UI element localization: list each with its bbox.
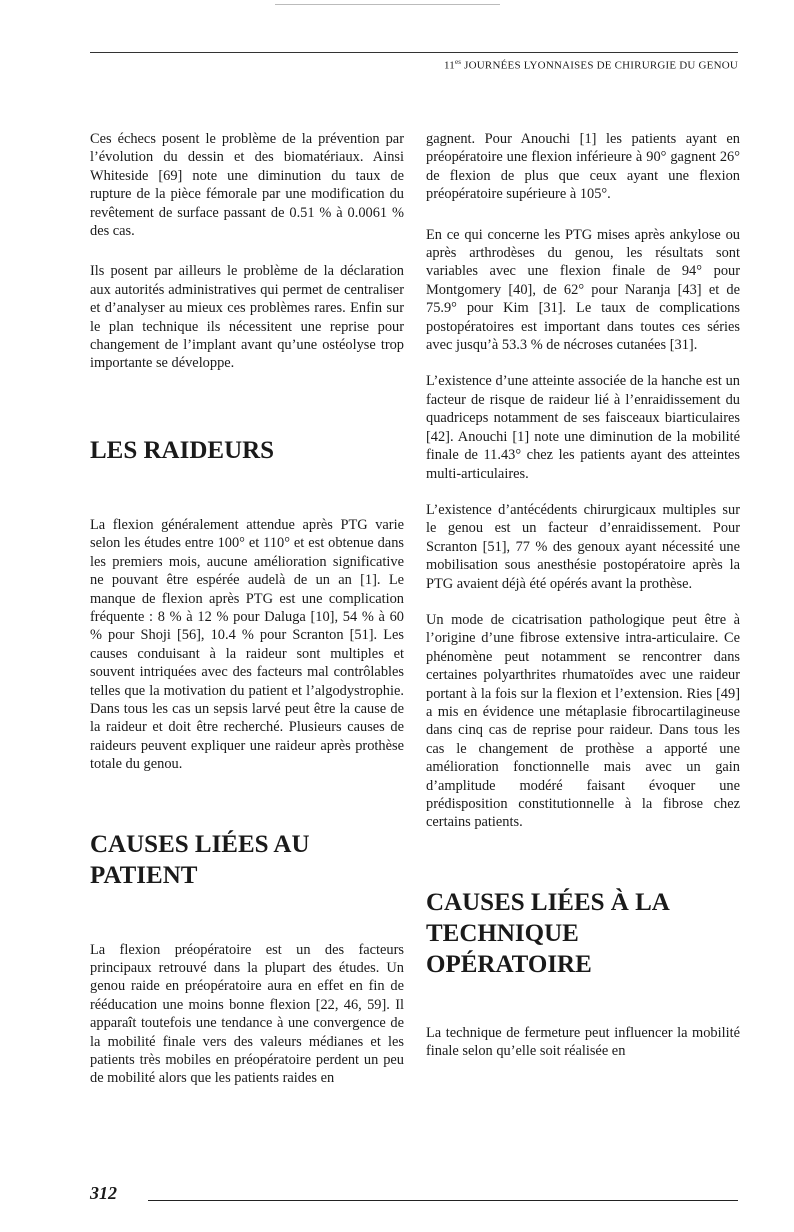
heading-causes-patient-line2: PATIENT	[90, 861, 198, 889]
paragraph-ankylose: En ce qui concerne les PTG mises après ankylose ou après arthrodèses du genou, les résultats sont variables avec une flexion finale de 94° pour Montgomery [40], de 62° pour Naranja [43] et de 75.9° pour Kim [31]. Le taux de complications postopératoires est important dans toutes ces séries avec jusqu’à 53.3 % de nécroses cutanées [31].	[426, 226, 740, 354]
top-decorative-rule	[275, 4, 500, 5]
left-column	[90, 130, 404, 1088]
running-title-number: 11	[443, 59, 455, 72]
paragraph-flexion-attendue: La flexion généralement attendue après PTG varie selon les études entre 100° et 110° et est obtenue dans les premiers mois, aucune amélioration significative ne pouvant être espérée audelà de un an [1]. Le manque de flexion après PTG est une complication fréquente : 8 % à 12 % pour Daluga [10], 54 % à 60 % pour Shoji [56], 10.4 % pour Scranton [51]. Les causes conduisant à la raideur sont multiples et souvent intriquées avec des facteurs mal contrôlables telles que la motivation du patient et l’algodystrophie. Dans tous les cas un sepsis larvé peut être la cause de la raideur et doit être recherché. Plusieurs causes de raideurs peuvent expliquer une raideur après prothèse totale du genou.	[90, 516, 404, 773]
running-header	[90, 52, 738, 72]
paragraph-anouchi: gagnent. Pour Anouchi [1] les patients ayant en préopératoire une flexion inférieure à 90° gagnent 26° de flexion de plus que ceux ayant une flexion préopératoire supérieure à 105°.	[426, 131, 740, 203]
paragraph-antecedents: L’existence d’antécédents chirurgicaux multiples sur le genou est un facteur d’enraidissement. Pour Scranton [51], 77 % des genoux ayant nécessité une mobilisation sous anesthésie postopératoire après la PTG avaient déjà été opérés avant la prothèse.	[426, 501, 740, 592]
paragraph-flexion-preoperatoire: La flexion préopératoire est un des facteurs principaux retrouvé dans la plupart des études. Un genou raide en préopératoire aura en effet en fin de rééducation une moins bonne flexion [22, 46, 59]. Il apparaît toutefois une tendance à une convergence de la mobilité finale vers des valeurs médianes et les patients très mobiles en préopératoire perdent un peu de mobilité alors que les patients raides en	[90, 941, 404, 1087]
paragraph-hanche: L’existence d’une atteinte associée de la hanche est un facteur de risque de raideur lié à l’enraidissement du quadriceps notamment de ses faisceaux biarticulaires [42]. Anouchi [1] note une diminution de la mobilité finale de 11.43° chez les patients ayant des atteintes multi-articulaires.	[426, 373, 740, 482]
footer-rule	[148, 1200, 738, 1201]
running-title-superscript: es	[454, 58, 462, 66]
paragraph-fermeture: La technique de fermeture peut influencer la mobilité finale selon qu’elle soit réalisée en	[426, 1024, 740, 1060]
running-title	[444, 58, 738, 72]
paragraph-declaration: Ils posent par ailleurs le problème de la déclaration aux autorités administratives qui permet de centraliser et d’analyser au mieux ces problèmes rares. Enfin sur le plan technique ils nécessitent une reprise pour changement de l’implant avant qu’une ostéolyse trop importante se développe.	[90, 263, 404, 372]
right-column	[426, 130, 740, 1061]
heading-causes-technique-line1: CAUSES LIÉES À LA	[426, 888, 670, 916]
running-title-text: JOURNÉES LYONNAISES DE CHIRURGIE DU GENOU	[461, 59, 738, 72]
heading-causes-patient	[90, 829, 404, 891]
heading-les-raideurs: LES RAIDEURS	[90, 436, 275, 464]
paragraph-whiteside: Ces échecs posent le problème de la prévention par l’évolution du dessin et des biomatériaux. Ainsi Whiteside [69] note une diminution du taux de rupture de la pièce fémorale par une modification du revêtement de surface passant de 0.51 % à 0.0061 % des cas.	[90, 131, 404, 240]
heading-causes-patient-line1: CAUSES LIÉES AU	[90, 830, 310, 858]
page-number: 312	[90, 1183, 117, 1203]
paragraph-cicatrisation: Un mode de cicatrisation pathologique peut être à l’origine d’une fibrose extensive intra-articulaire. Ce phénomène peut notamment se rencontrer dans certaines polyarthrites rhumatoïdes avec une raideur portant à la fois sur la flexion et l’extension. Ries [49] a mis en évidence une métaplasie fibrocartilagineuse dans cinq cas de reprise pour raideur. Dans tous les cas le changement de prothèse a apporté une amélioration fonctionnelle mais avec un gain d’amplitude modéré faisant évoquer une prédisposition constitutionnelle à la fibrose chez certains patients.	[426, 611, 740, 831]
heading-causes-technique	[426, 887, 740, 980]
heading-causes-technique-line2: TECHNIQUE OPÉRATOIRE	[426, 919, 592, 978]
